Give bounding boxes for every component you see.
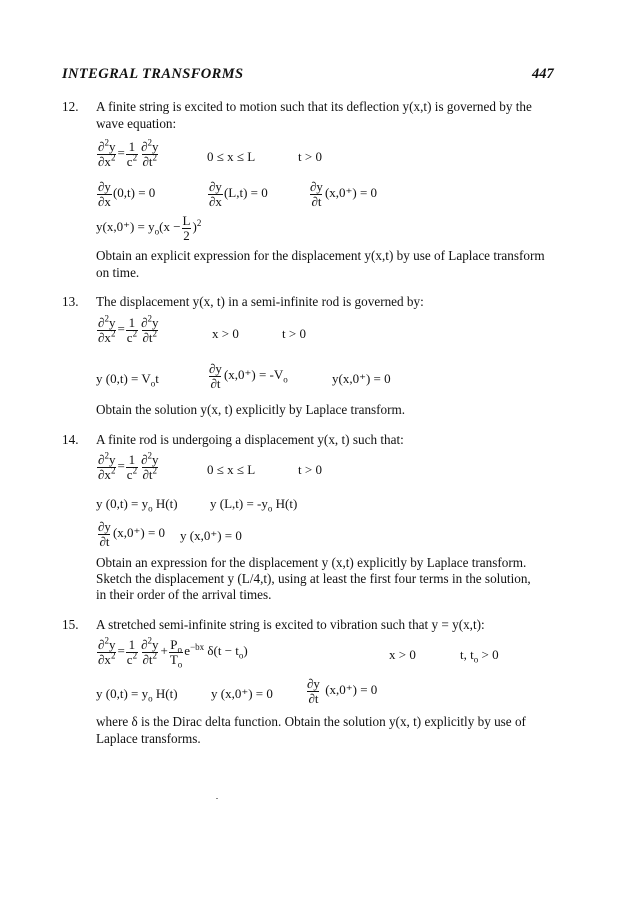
problem-15-task-2: Laplace transforms. <box>96 731 201 746</box>
problem-12-intro: A finite string is excited to motion such that its deflection y(x,t) is governed by the <box>96 99 532 114</box>
problem-15-task: where δ is the Dirac delta function. Obtain the solution y(x, t) explicitly by use of <box>96 714 526 729</box>
problem-14-domain-t: t > 0 <box>298 462 322 477</box>
scan-speck <box>216 798 218 799</box>
problem-15-domain-x: x > 0 <box>389 647 416 662</box>
problem-12-task: Obtain an explicit expression for the displacement y(x,t) by use of Laplace transform <box>96 248 545 263</box>
problem-14-task: Obtain an expression for the displacement y (x,t) explicitly by Laplace transform. <box>96 555 527 570</box>
problem-number-14: 14. <box>62 432 79 447</box>
problem-12-task-2: on time. <box>96 265 140 280</box>
problem-14-ic-2: y (x,0⁺) = 0 <box>180 528 242 543</box>
problem-12-wave-equation: $\frac{\partial^2y}{\partial x^2}$ = $\frac{1}{c^2}$ $\frac{\partial^2y}{\partial t^2}$ <box>98 137 159 169</box>
problem-12-domain-t: t > 0 <box>298 149 322 164</box>
problem-14-task-2: Sketch the displacement y (L/4,t), using at least the first four terms in the solution, <box>96 571 531 586</box>
problem-12-bc-1: $\frac{\partial y}{\partial x}$ (0,t) = 0 <box>98 179 156 209</box>
problem-14-task-3: in their order of the arrival times. <box>96 587 272 602</box>
problem-15-ic: $\frac{\partial y}{\partial t}$ (x,0⁺) = 0 <box>307 676 378 706</box>
problem-14-ic-1: $\frac{\partial y}{\partial t}$ (x,0⁺) = 0 <box>98 519 166 549</box>
problem-15-forced-wave-equation: $\frac{\partial^2y}{\partial x^2}$ = $\frac{1}{c^2}$ $\frac{\partial^2y}{\partial t^2}$ + $\frac{P_o}{T_o}$ $e^{-bx}$ $\delta(t - t_o)$ <box>98 635 248 670</box>
problem-13-task: Obtain the solution y(x, t) explicitly by Laplace transform. <box>96 402 406 417</box>
problem-13-domain-t: t > 0 <box>282 326 306 341</box>
problem-15-domain-t: t, $t_o > 0$ <box>460 647 499 665</box>
problem-14-bc-2: y $(L,t) = -y_o$ H(t) <box>210 496 298 514</box>
problem-12-domain-x: 0 ≤ x ≤ L <box>207 149 256 164</box>
problem-14-bc-1: y $(0,t) = y_o$ H(t) <box>96 496 178 514</box>
page-number: 447 <box>532 66 554 82</box>
ic-1-tail: (x,0⁺) = 0 <box>324 185 378 201</box>
problem-13-bc-2: $\frac{\partial y}{\partial t}$ $(x,0^+) = -V_o$ <box>209 361 288 391</box>
problem-13-ic: y(x,0⁺) = 0 <box>332 371 391 386</box>
bc-1-tail: (0,t) = 0 <box>112 185 156 201</box>
problem-14-domain-x: 0 ≤ x ≤ L <box>207 462 256 477</box>
problem-15-bc-1: y $(0,t) = y_o$ H(t) <box>96 686 178 704</box>
problem-number-15: 15. <box>62 617 79 632</box>
problem-12-ic-2: $y(x,0^+) = y_o(x$ − $\frac{L}{2}$ )$^2$ <box>96 213 202 243</box>
problem-13-bc-1: y $(0,t) = V_ot$ <box>96 371 159 389</box>
problem-14-wave-equation: $\frac{\partial^2y}{\partial x^2}$ = $\frac{1}{c^2}$ $\frac{\partial^2y}{\partial t^2}$ <box>98 450 159 482</box>
problem-12-ic-1: $\frac{\partial y}{\partial t}$ (x,0⁺) = 0 <box>310 179 378 209</box>
problem-12-bc-2: $\frac{\partial y}{\partial x}$ (L,t) = 0 <box>209 179 268 209</box>
problem-13-domain-x: x > 0 <box>212 326 239 341</box>
problem-number-13: 13. <box>62 294 79 309</box>
problem-12-intro-2: wave equation: <box>96 116 177 131</box>
problem-15-bc-2: y (x,0⁺) = 0 <box>211 686 273 701</box>
running-header: INTEGRAL TRANSFORMS <box>62 66 244 82</box>
bc-2-tail: (L,t) = 0 <box>223 185 268 201</box>
problem-14-intro: A finite rod is undergoing a displacement y(x, t) such that: <box>96 432 404 447</box>
problem-15-intro: A stretched semi-infinite string is excited to vibration such that y = y(x,t): <box>96 617 485 632</box>
problem-13-intro: The displacement y(x, t) in a semi-infinite rod is governed by: <box>96 294 424 309</box>
problem-number-12: 12. <box>62 99 79 114</box>
problem-13-wave-equation: $\frac{\partial^2y}{\partial x^2}$ = $\frac{1}{c^2}$ $\frac{\partial^2y}{\partial t^2}$ <box>98 313 159 345</box>
